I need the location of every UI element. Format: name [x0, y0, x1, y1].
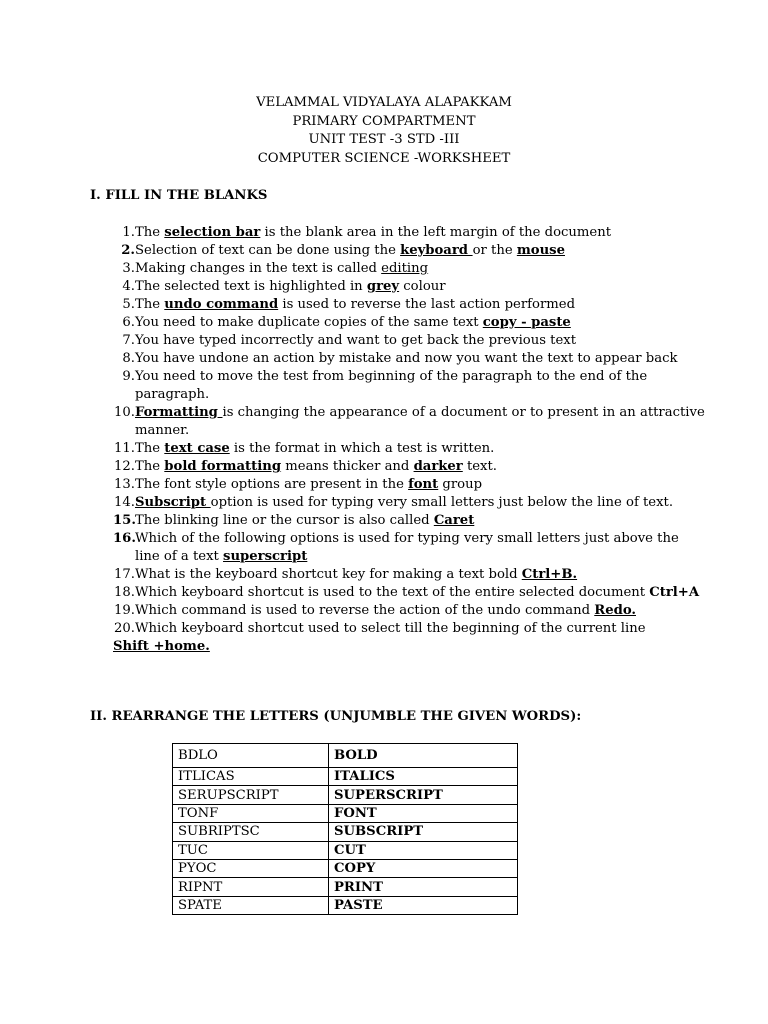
- item-text: You have typed incorrectly and want to get back the previous text: [135, 333, 577, 348]
- item-text: What is the keyboard shortcut key for making a text bold: [135, 567, 522, 582]
- answer-word: ITALICS: [329, 768, 518, 786]
- item-text: option is used for typing very small letters just below the line of text.: [210, 495, 674, 510]
- table-row: [173, 841, 518, 859]
- item-number: 8.: [122, 351, 135, 366]
- item-text: means thicker and: [281, 459, 414, 474]
- item-text: You have undone an action by mistake and now you want the text to appear back: [135, 351, 678, 366]
- answer: grey: [366, 279, 400, 294]
- answer: Ctrl+A: [649, 585, 700, 600]
- item-text: paragraph.: [135, 387, 210, 402]
- item-text: is used to reverse the last action performed: [278, 297, 576, 312]
- item-number: 13.: [114, 477, 135, 492]
- item-number: 15.: [113, 513, 136, 528]
- item-number: 16.: [113, 531, 136, 546]
- answer: font: [408, 477, 439, 492]
- item-text: Which keyboard shortcut is used to the text of the entire selected document: [135, 585, 650, 600]
- section-fill-blanks-title: I. FILL IN THE BLANKS: [90, 188, 268, 203]
- item-text: line of a text: [135, 549, 224, 564]
- answer-word: SUBSCRIPT: [329, 823, 518, 841]
- jumbled-word: PYOC: [173, 859, 329, 877]
- item-text: Selection of text can be done using the: [135, 243, 401, 258]
- test-title: UNIT TEST -3 STD -III: [308, 132, 460, 147]
- item-number: 18.: [114, 585, 135, 600]
- answer: text case: [164, 441, 230, 456]
- answer: mouse: [516, 243, 565, 258]
- item-text: is the format in which a test is written.: [229, 441, 495, 456]
- compartment-name: PRIMARY COMPARTMENT: [292, 113, 476, 129]
- item-text: Which keyboard shortcut used to select till the beginning of the current line: [135, 621, 646, 636]
- item-text: The: [135, 225, 165, 240]
- worksheet-title: COMPUTER SCIENCE -WORKSHEET: [257, 150, 511, 166]
- answer: editing: [381, 261, 429, 276]
- item-number: 14.: [114, 495, 135, 510]
- table-row: [173, 823, 518, 841]
- answer: Caret: [433, 513, 475, 528]
- item-text: The: [135, 441, 165, 456]
- item-number: 7.: [122, 333, 135, 348]
- answer: Redo.: [594, 603, 636, 618]
- table-row: [173, 896, 518, 914]
- document-header: [0, 94, 768, 168]
- jumbled-word: TONF: [173, 804, 329, 822]
- jumbled-word: ITLICAS: [173, 768, 329, 786]
- answer: undo command: [164, 297, 279, 312]
- jumbled-word: SERUPSCRIPT: [173, 786, 329, 804]
- jumbled-word: BDLO: [173, 744, 329, 768]
- item-text: The: [135, 297, 165, 312]
- answer: Ctrl+B.: [521, 567, 578, 582]
- item-text: Making changes in the text is called: [135, 261, 382, 276]
- unjumble-table: [172, 743, 518, 915]
- answer-word: BOLD: [329, 744, 518, 768]
- item-text: Which command is used to reverse the action of the undo command: [135, 603, 595, 618]
- answer-word: FONT: [329, 804, 518, 822]
- answer: Shift +home.: [113, 639, 210, 654]
- item-number: 12.: [114, 459, 135, 474]
- item-number: 20.: [114, 621, 135, 636]
- table-row: [173, 768, 518, 786]
- table-row: [173, 744, 518, 768]
- item-text: You need to move the test from beginning of the paragraph to the end of the: [135, 369, 648, 384]
- item-text: The font style options are present in the: [135, 477, 409, 492]
- item-text: The blinking line or the cursor is also called: [135, 513, 434, 528]
- item-number: 6.: [122, 315, 135, 330]
- school-name: VELAMMAL VIDYALAYA ALAPAKKAM: [256, 95, 512, 110]
- item-text: The selected text is highlighted in: [135, 279, 367, 294]
- answer-word: PRINT: [329, 878, 518, 896]
- item-text: or the: [472, 243, 517, 258]
- item-number: 17.: [114, 567, 135, 582]
- item-number: 2.: [121, 243, 135, 258]
- item-number: 4.: [122, 279, 135, 294]
- item-text: is changing the appearance of a document or to present in an attractive: [222, 405, 705, 420]
- answer: Formatting: [135, 405, 223, 420]
- answer: Subscript: [135, 495, 211, 510]
- answer: bold formatting: [164, 459, 282, 474]
- table-row: [173, 878, 518, 896]
- item-text: is the blank area in the left margin of the document: [260, 225, 611, 240]
- item-text: colour: [399, 279, 446, 294]
- item-number: 1.: [122, 225, 135, 240]
- answer-word: PASTE: [329, 896, 518, 914]
- item-text: group: [438, 477, 483, 492]
- answer: darker: [413, 459, 463, 474]
- item-text: You need to make duplicate copies of the same text: [135, 315, 483, 330]
- answer-word: COPY: [329, 859, 518, 877]
- item-text: Which of the following options is used for typing very small letters just above the: [135, 531, 679, 546]
- jumbled-word: SPATE: [173, 896, 329, 914]
- jumbled-word: SUBRIPTSC: [173, 823, 329, 841]
- table-row: [173, 786, 518, 804]
- answer: superscript: [223, 549, 308, 564]
- item-number: 3.: [122, 261, 135, 276]
- item-text: manner.: [135, 423, 190, 438]
- table-row: [173, 859, 518, 877]
- item-text: The: [135, 459, 165, 474]
- answer: selection bar: [164, 225, 261, 240]
- answer-word: CUT: [329, 841, 518, 859]
- jumbled-word: TUC: [173, 841, 329, 859]
- answer: copy - paste: [482, 315, 571, 330]
- answer: keyboard: [400, 243, 473, 258]
- item-number: 19.: [114, 603, 135, 618]
- item-number: 10.: [114, 405, 135, 420]
- answer-word: SUPERSCRIPT: [329, 786, 518, 804]
- section-rearrange-title: II. REARRANGE THE LETTERS (UNJUMBLE THE GIVEN WORDS):: [90, 709, 582, 724]
- jumbled-word: RIPNT: [173, 878, 329, 896]
- item-number: 11.: [114, 441, 135, 456]
- item-text: text.: [462, 459, 497, 474]
- table-row: [173, 804, 518, 822]
- item-number: 9.: [122, 369, 135, 384]
- item-number: 5.: [122, 297, 135, 312]
